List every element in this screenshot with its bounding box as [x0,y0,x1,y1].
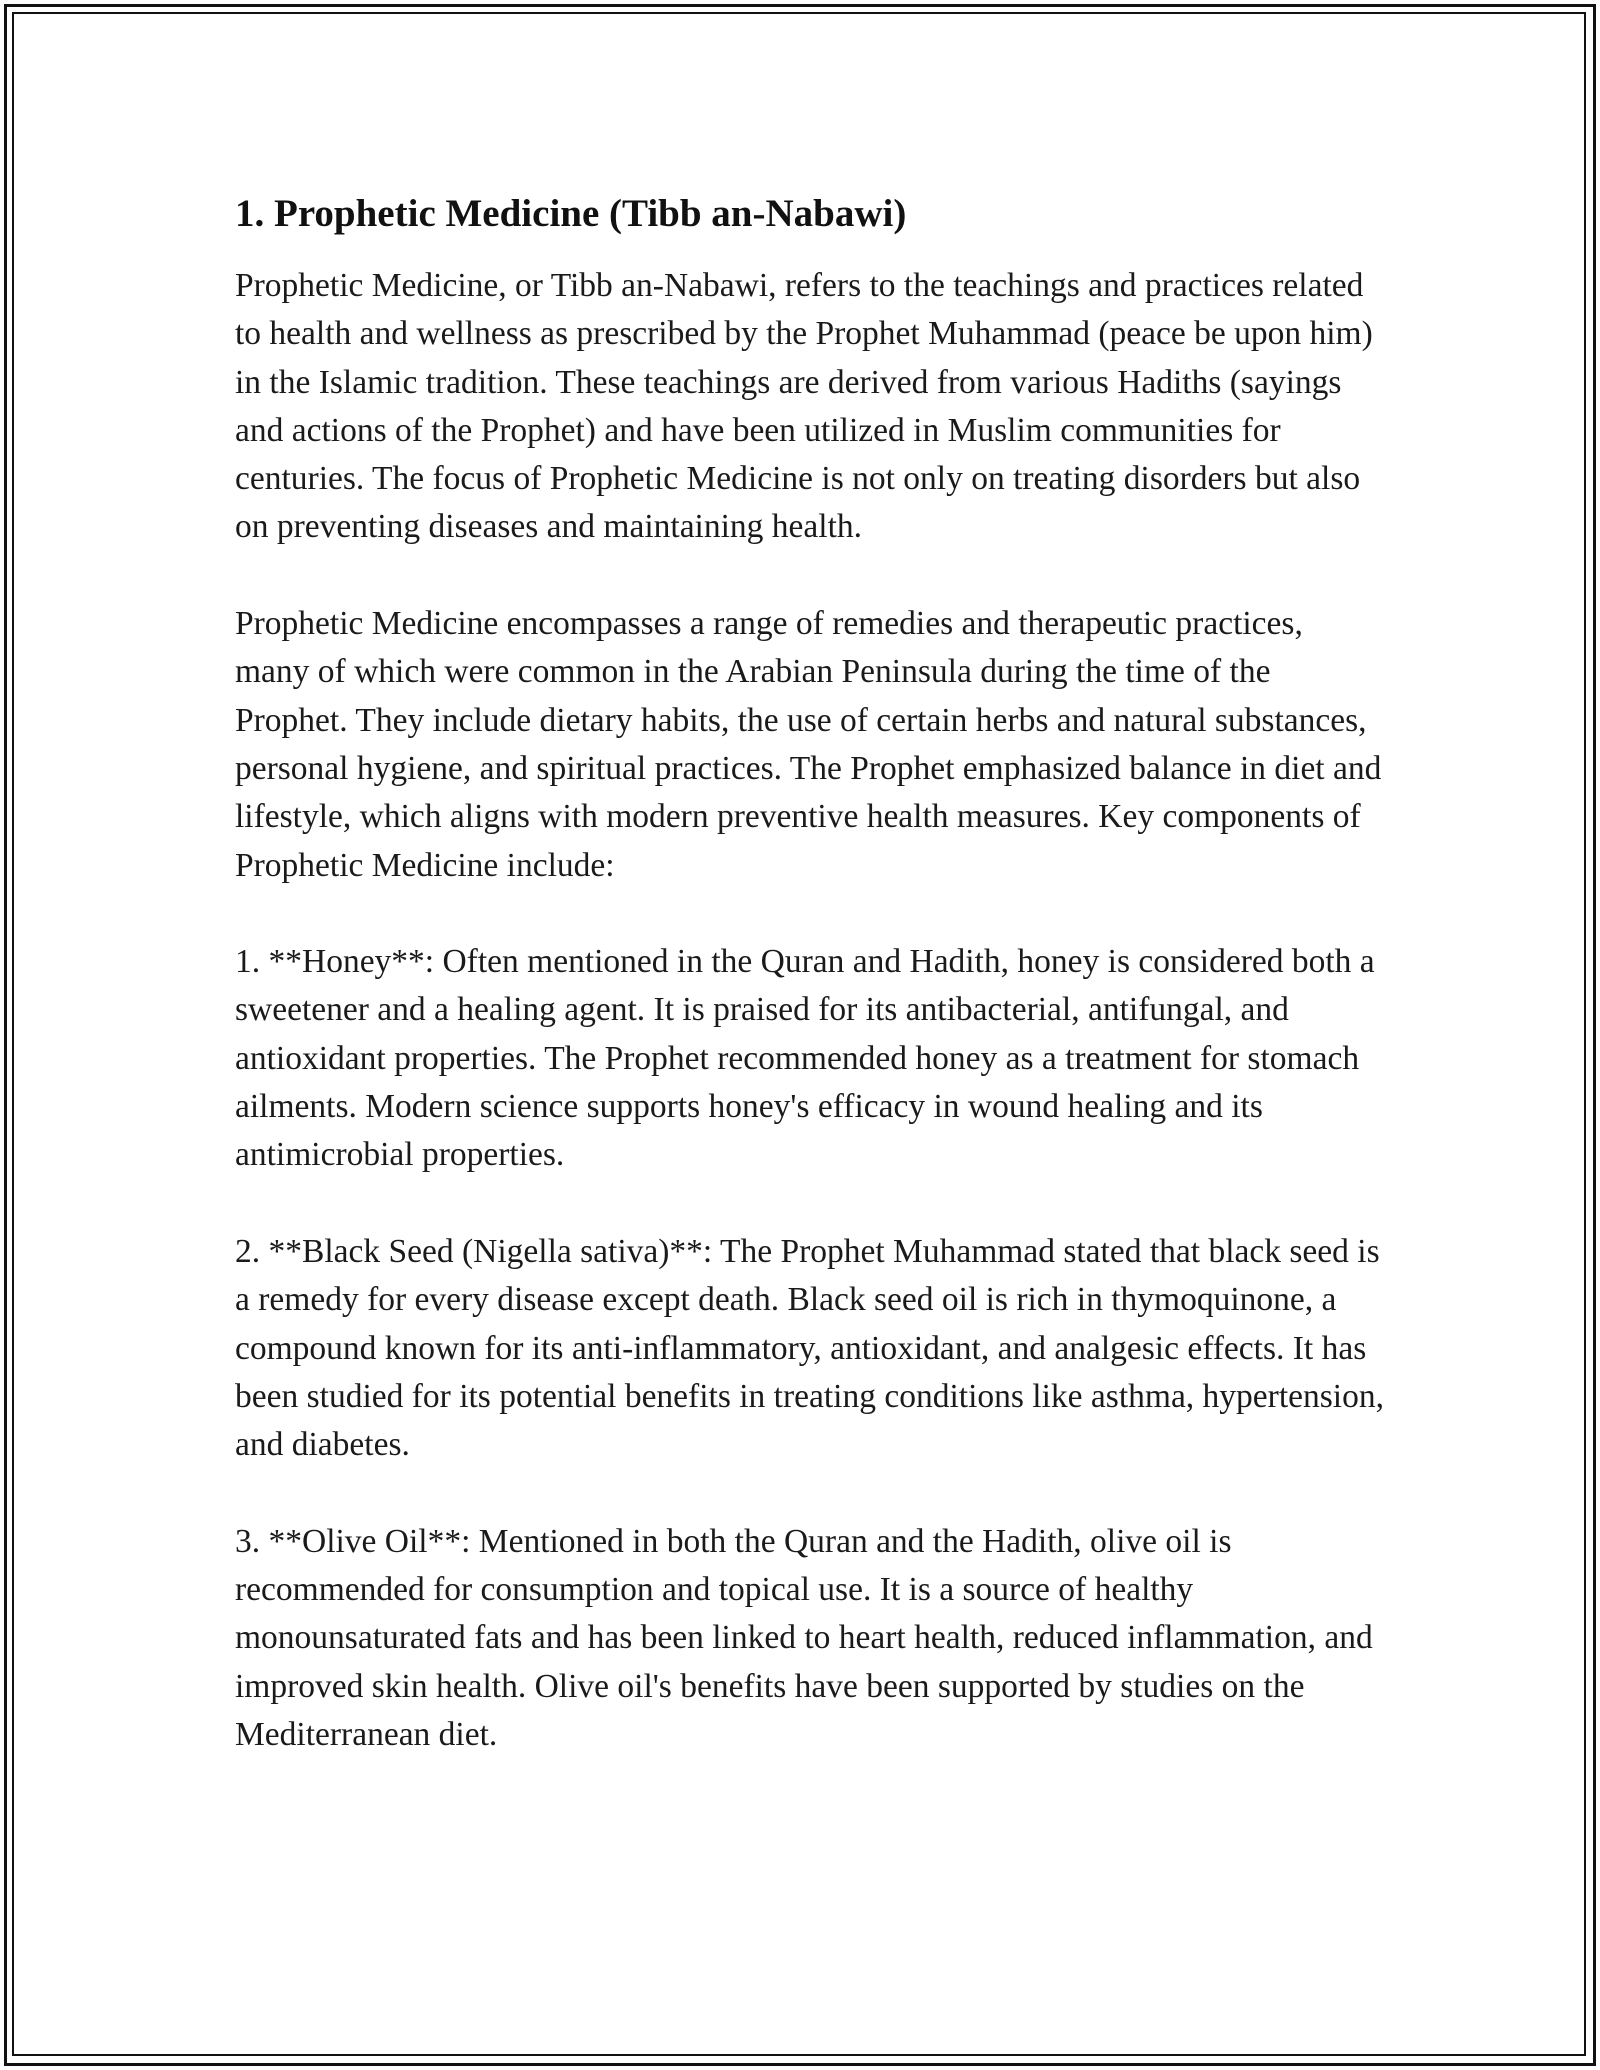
list-item-black-seed: 2. **Black Seed (Nigella sativa)**: The Prophet Muhammad stated that black seed is a remedy for every disease except death. Black seed oil is rich in thymoquinone, a compound known for its anti-inflammatory, antioxidant, and analgesic effects. It has been studied for its potential benefits in treating conditions like asthma, hypertension, and diabetes. [235,1232,1384,1464]
document-body [235,186,1385,1759]
paragraph-intro: Prophetic Medicine, or Tibb an-Nabawi, refers to the teachings and practices related to health and wellness as prescribed by the Prophet Muhammad (peace be upon him) in the Islamic tradition. These teachings are derived from various Hadiths (sayings and actions of the Prophet) and have been utilized in Muslim communities for centuries. The focus of Prophetic Medicine is not only on treating disorders but also on preventing diseases and maintaining health. [235,267,1373,546]
section-heading: 1. Prophetic Medicine (Tibb an-Nabawi) [235,192,907,235]
list-item-honey: 1. **Honey**: Often mentioned in the Quran and Hadith, honey is considered both a sweetener and a healing agent. It is praised for its antibacterial, antifungal, and antioxidant properties. The Prophet recommended honey as a treatment for stomach ailments. Modern science supports honey's efficacy in wound healing and its antimicrobial properties. [235,943,1375,1174]
list-item-olive-oil: 3. **Olive Oil**: Mentioned in both the Quran and the Hadith, olive oil is recommended for consumption and topical use. It is a source of healthy monounsaturated fats and has been linked to heart health, reduced inflammation, and improved skin health. Olive oil's benefits have been supported by studies on the Mediterranean diet. [235,1522,1373,1753]
paragraph-components: Prophetic Medicine encompasses a range of remedies and therapeutic practices, many of which were common in the Arabian Peninsula during the time of the Prophet. They include dietary habits, the use of certain herbs and natural substances, personal hygiene, and spiritual practices. The Prophet emphasized balance in diet and lifestyle, which aligns with modern preventive health measures. Key components of Prophetic Medicine include: [235,605,1382,884]
